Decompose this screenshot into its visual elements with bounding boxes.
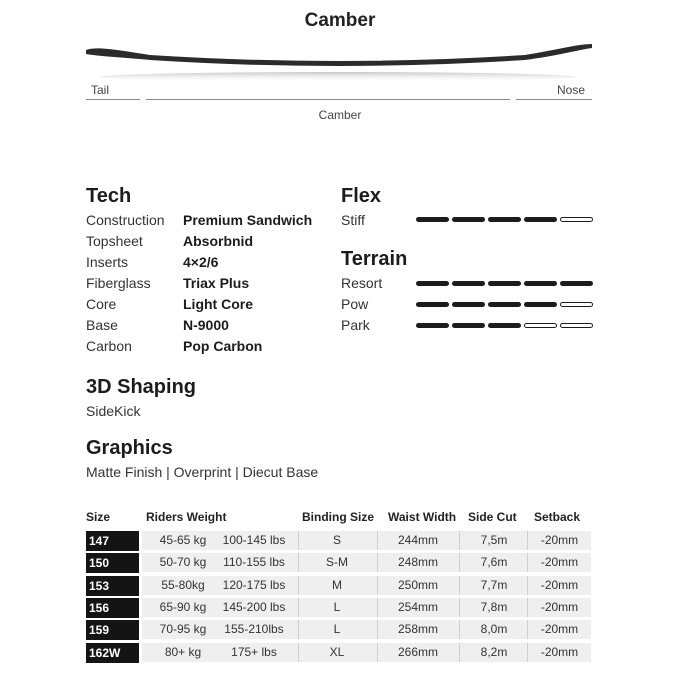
cell-riders-kg: 65-90 kg [159,599,207,614]
cell-riders-lbs: 100-145 lbs [222,533,286,547]
profile-title: Camber [304,10,376,31]
col-header-size: Size [86,510,111,524]
rating-segment-filled [488,281,521,286]
board-shadow [100,72,576,82]
tech-key-inserts: Inserts [86,254,129,270]
terrain-rating-pow [416,302,592,307]
cell-setback: -20mm [540,577,579,592]
tech-value-inserts: 4×2/6 [183,254,219,270]
tech-key-topsheet: Topsheet [86,233,143,249]
tech-key-core: Core [86,296,117,312]
column-divider [298,643,299,662]
cell-side-cut: 7,8m [480,599,508,614]
cell-riders-lbs: 145-200 lbs [222,599,286,614]
col-header-riders-weight: Riders Weight [146,510,227,524]
graphics-value: Matte Finish | Overprint | Diecut Base [86,464,319,480]
tail-label: Tail [91,83,110,97]
column-divider [298,553,299,572]
col-header-side-cut: Side Cut [468,510,517,524]
cell-size: 150 [86,553,139,573]
tech-key-base: Base [86,317,118,333]
rating-segment-empty [560,217,593,222]
column-divider [377,576,378,595]
terrain-label-resort: Resort [341,275,383,291]
cell-riders-lbs: 175+ lbs [231,644,277,659]
cell-riders-lbs: 110-155 lbs [223,555,285,570]
cell-side-cut: 8,2m [480,644,508,659]
cell-setback: -20mm [540,644,579,659]
tech-key-fiberglass: Fiberglass [86,275,151,291]
cell-size: 153 [86,576,139,596]
rating-segment-filled [416,217,449,222]
cell-binding-size: M [332,577,342,592]
cell-binding-size: L [333,622,341,637]
rating-segment-filled [560,281,593,286]
rating-segment-filled [416,323,449,328]
column-divider [377,531,378,550]
rating-segment-empty [524,323,557,328]
cell-setback: -20mm [540,555,579,570]
shaping-heading: 3D Shaping [86,376,197,398]
cell-binding-size: L [333,599,341,614]
cell-binding-size: S [332,533,341,547]
cell-side-cut: 7,5m [480,533,508,547]
cell-size: 162W [86,643,139,663]
terrain-rating-park [416,323,592,328]
col-header-setback: Setback [534,510,581,524]
rating-segment-filled [524,302,557,307]
terrain-rating-resort [416,281,592,286]
flex-heading: Flex [341,185,382,207]
tail-underline [86,99,140,100]
rating-segment-filled [452,281,485,286]
tech-key-carbon: Carbon [86,338,132,354]
terrain-label-park: Park [341,317,370,333]
column-divider [377,598,378,617]
rating-segment-filled [524,217,557,222]
column-divider [377,643,378,662]
column-divider [298,576,299,595]
nose-label: Nose [557,83,586,97]
cell-binding-size: XL [329,644,345,659]
cell-setback: -20mm [540,622,579,637]
camber-underline [146,99,510,100]
camber-zone-label: Camber [318,108,362,122]
cell-size: 156 [86,598,139,618]
column-divider [298,598,299,617]
cell-riders-kg: 70-95 kg [159,622,207,637]
column-divider [377,553,378,572]
rating-segment-filled [416,302,449,307]
cell-waist-width: 248mm [397,555,438,570]
tech-value-topsheet: Absorbnid [183,233,253,249]
column-divider [298,620,299,639]
rating-segment-filled [452,302,485,307]
cell-riders-lbs: 155-210lbs [224,622,284,637]
tech-value-core: Light Core [183,296,253,312]
board-profile [86,44,592,66]
cell-side-cut: 7,6m [480,555,508,570]
tech-heading: Tech [86,185,132,207]
rating-segment-filled [452,323,485,328]
cell-waist-width: 254mm [397,599,438,614]
cell-waist-width: 250mm [397,577,438,592]
cell-riders-kg: 55-80kg [161,577,205,592]
cell-waist-width: 266mm [397,644,438,659]
cell-binding-size: S-M [326,555,348,570]
rating-segment-filled [416,281,449,286]
cell-riders-kg: 45-65 kg [159,533,207,547]
cell-size: 159 [86,620,139,640]
col-header-binding-size: Binding Size [302,510,374,524]
column-divider [298,531,299,550]
rating-segment-filled [488,323,521,328]
rating-segment-empty [560,323,593,328]
column-divider [377,620,378,639]
rating-segment-filled [488,302,521,307]
graphics-heading: Graphics [86,437,173,459]
cell-size: 147 [86,531,139,551]
col-header-waist-width: Waist Width [388,510,457,524]
rating-segment-filled [452,217,485,222]
tech-value-construction: Premium Sandwich [183,212,313,228]
cell-riders-lbs: 120-175 lbs [222,577,286,592]
cell-setback: -20mm [540,599,579,614]
flex-rating-stiff [416,217,592,222]
rating-segment-filled [524,281,557,286]
cell-waist-width: 258mm [397,622,438,637]
shaping-value: SideKick [86,403,141,419]
terrain-heading: Terrain [341,248,408,270]
cell-setback: -20mm [540,533,579,547]
terrain-label-pow: Pow [341,296,369,312]
flex-label-stiff: Stiff [341,212,365,228]
rating-segment-empty [560,302,593,307]
nose-underline [516,99,592,100]
tech-value-fiberglass: Triax Plus [183,275,250,291]
tech-key-construction: Construction [86,212,165,228]
cell-riders-kg: 80+ kg [164,644,202,659]
tech-value-base: N-9000 [183,317,229,333]
tech-value-carbon: Pop Carbon [183,338,263,354]
cell-riders-kg: 50-70 kg [159,555,207,570]
rating-segment-filled [488,217,521,222]
cell-waist-width: 244mm [397,533,438,547]
cell-side-cut: 8,0m [480,622,508,637]
cell-side-cut: 7,7m [480,577,508,592]
